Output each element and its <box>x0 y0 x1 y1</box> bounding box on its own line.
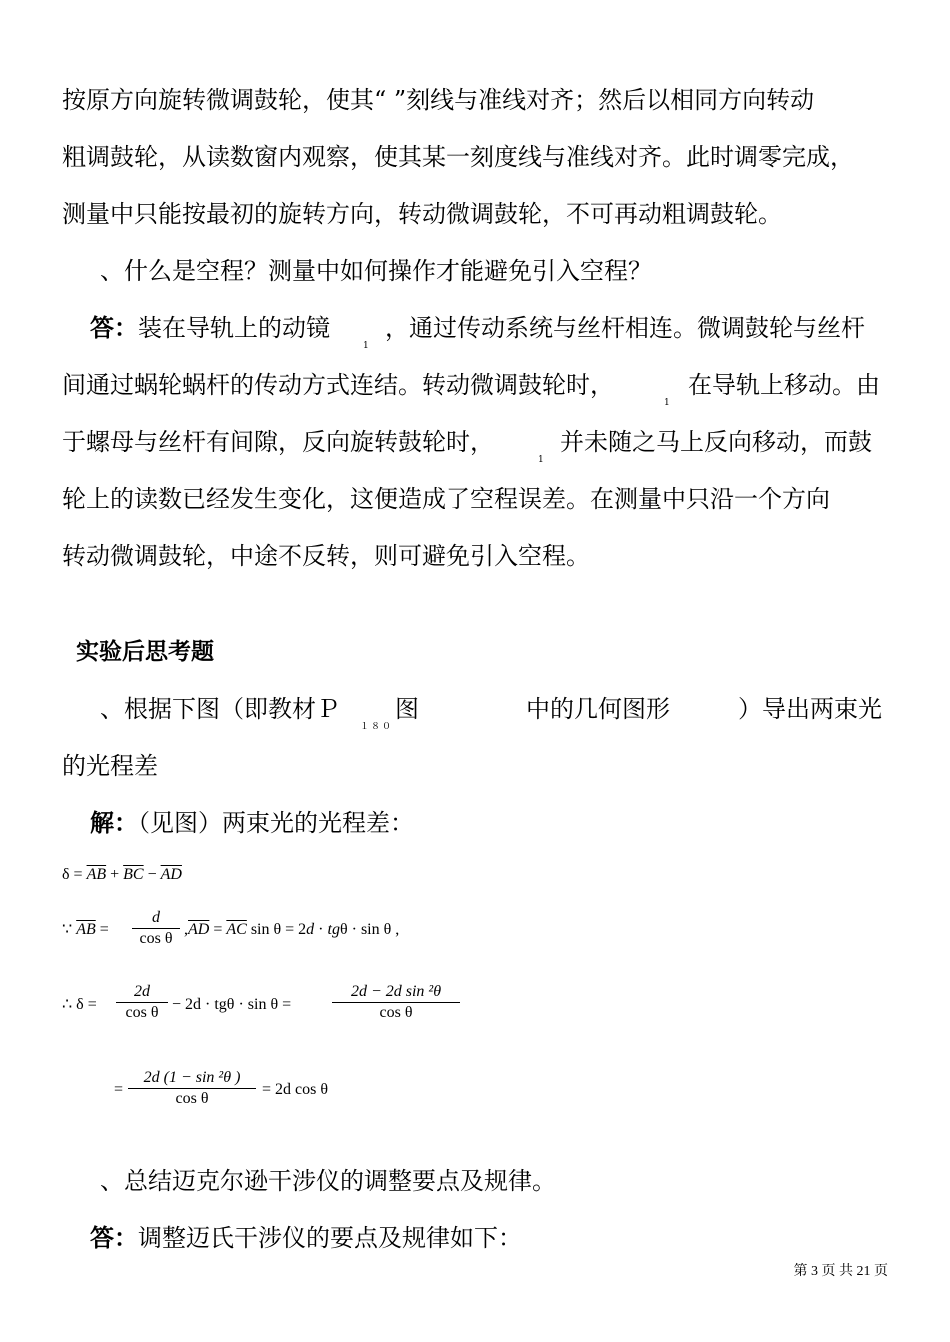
eq-term: $\overline{AD}$ <box>160 866 182 883</box>
equation-4-right: = 2d cos θ <box>262 1081 329 1098</box>
eq-term: $\overline{AD}$ <box>188 921 210 938</box>
eq-operator: − <box>147 866 157 883</box>
answer-text: 在导轨上移动。由 <box>688 371 880 399</box>
answer-text: 装在导轨上的动镜 <box>138 314 330 342</box>
solution-text: （见图）两束光的光程差： <box>138 809 414 837</box>
answer-text: 轮上的读数已经发生变化，这便造成了空程误差。在测量中只沿一个方向 <box>62 485 830 513</box>
question-text: 、总结迈克尔逊干涉仪的调整要点及规律。 <box>100 1167 556 1195</box>
because-symbol: ∵ <box>62 921 73 938</box>
equation-2-left <box>62 921 109 939</box>
fraction <box>132 908 180 949</box>
eq-operator: · <box>314 921 324 938</box>
answer-text: 转动微调鼓轮，中途不反转，则可避免引入空程。 <box>62 542 590 570</box>
fraction-numerator: d <box>152 909 160 926</box>
question-text: 、什么是空程？测量中如何操作才能避免引入空程？ <box>100 257 652 285</box>
paragraph-line: 按原方向旋转微调鼓轮，使其“ ”刻线与准线对齐；然后以相同方向转动 <box>62 86 815 114</box>
solution-line <box>90 808 414 838</box>
answer-label: 答： <box>90 1224 138 1252</box>
answer-text: 调整迈氏干涉仪的要点及规律如下： <box>138 1224 522 1252</box>
fraction-numerator: 2d (1 − sin ²θ ) <box>143 1069 241 1086</box>
eq-operator: + <box>110 866 120 883</box>
fraction <box>332 982 460 1023</box>
answer-text: 并未随之马上反向移动，而鼓 <box>560 428 872 456</box>
eq-lhs: δ = <box>62 866 83 883</box>
question-text: 图 <box>395 695 419 723</box>
question-text: ）导出两束光 <box>738 695 882 723</box>
equation-3-mid: − 2d · tgθ · sin θ = <box>172 996 292 1013</box>
subscript: 1 <box>538 455 544 465</box>
question-text: 的光程差 <box>62 752 158 780</box>
eq-term: $\overline{AB}$ <box>76 921 96 938</box>
eq-term: $\overline{AC}$ <box>226 921 247 938</box>
fraction-numerator: 2d − 2d sin ²θ <box>350 983 442 1000</box>
question-text: 、根据下图（即教材Ｐ <box>100 695 340 723</box>
eq-term: tg <box>327 921 340 938</box>
equation-2-right <box>184 921 399 939</box>
question-text: 中的几何图形 <box>526 695 670 723</box>
answer-line <box>90 313 330 343</box>
eq-operator: = <box>213 921 223 938</box>
page-number: 第 3 页 共 21 页 <box>793 1264 888 1279</box>
equation-1 <box>62 866 182 884</box>
eq-operator: = <box>99 921 109 938</box>
fraction-denominator: cos θ <box>175 1090 209 1107</box>
subscript: 1 <box>664 398 670 408</box>
fraction <box>116 982 168 1023</box>
paragraph-line: 粗调鼓轮，从读数窗内观察，使其某一刻度线与准线对齐。此时调零完成， <box>62 143 854 171</box>
eq-term: $\overline{BC}$ <box>123 866 144 883</box>
eq-term: $\overline{AB}$ <box>86 866 107 883</box>
answer-line <box>90 1223 522 1253</box>
subscript: 1 <box>363 341 369 351</box>
answer-text: ，通过传动系统与丝杆相连。微调鼓轮与丝杆 <box>385 314 865 342</box>
therefore-symbol: ∴ δ = <box>62 996 97 1013</box>
eq-term: d <box>306 921 315 938</box>
eq-term: θ · sin θ , <box>339 921 400 938</box>
fraction-numerator: 2d <box>134 983 150 1000</box>
subscript: １８０ <box>360 722 394 732</box>
fraction <box>128 1068 256 1109</box>
fraction-denominator: cos θ <box>379 1004 413 1021</box>
answer-text: 于螺母与丝杆有间隙，反向旋转鼓轮时， <box>62 428 494 456</box>
fraction-denominator: cos θ <box>125 1004 159 1021</box>
eq-term: sin θ = 2 <box>250 921 307 938</box>
equation-4-left: = <box>114 1081 124 1098</box>
solution-label: 解： <box>90 809 138 837</box>
eq-comma: , <box>184 921 188 938</box>
paragraph-line: 测量中只能按最初的旋转方向，转动微调鼓轮，不可再动粗调鼓轮。 <box>62 200 782 228</box>
equation-3-left <box>62 996 97 1014</box>
answer-text: 间通过蜗轮蜗杆的传动方式连结。转动微调鼓轮时， <box>62 371 614 399</box>
section-heading: 实验后思考题 <box>76 639 214 665</box>
fraction-denominator: cos θ <box>139 930 173 947</box>
answer-label: 答： <box>90 314 138 342</box>
